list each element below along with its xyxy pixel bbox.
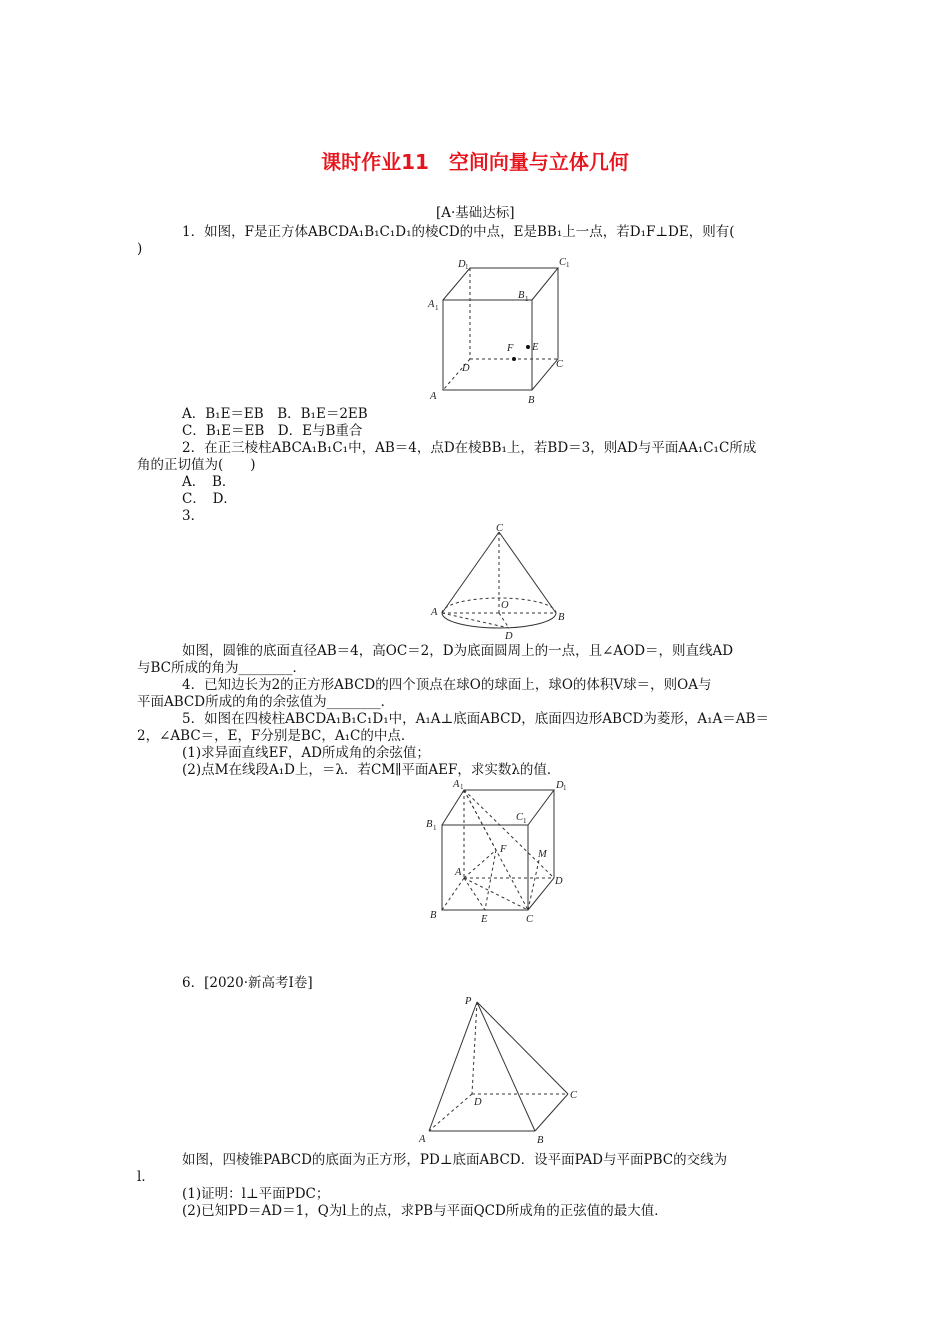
svg-text:1: 1 [525, 295, 529, 303]
label-b: B [430, 910, 437, 921]
label-d1: D [458, 259, 466, 270]
label-c: C [526, 914, 534, 925]
problem-5-stem-end: 2，∠ABC＝，E，F分别是BC，A₁C的中点． [137, 728, 415, 744]
label-e: E [532, 342, 539, 353]
problem-4-stem-end: 平面ABCD所成的角的余弦值为________． [137, 694, 395, 710]
problem-2-options-cd: C． D． [182, 491, 237, 507]
problem-2-stem: 2．在正三棱柱ABCA₁B₁C₁中，AB＝4，点D在棱BB₁上，若BD＝3，则AD与平面AA₁C₁C所成 [182, 440, 757, 456]
problem-6-part-1: (1)证明：l⊥平面PDC； [182, 1186, 330, 1202]
label-o: O [501, 600, 509, 611]
problem-1-stem-end: ) [137, 241, 143, 257]
label-a: A [455, 867, 462, 878]
problem-5-part-2: (2)点M在线段A₁D上，＝λ．若CM∥平面AEF，求实数λ的值． [182, 762, 561, 778]
label-b: B [537, 1135, 544, 1146]
label-f: F [507, 343, 514, 354]
label-a1: A [428, 299, 435, 310]
label-d: D [462, 363, 470, 374]
problem-3-stem-end: 与BC所成的角为________． [137, 660, 307, 676]
label-c1: C [559, 257, 567, 268]
figure-cone [425, 520, 575, 645]
svg-text:1: 1 [465, 263, 469, 271]
figure-prism [420, 775, 580, 930]
problem-2-options-ab: A． B． [182, 474, 236, 490]
problem-2-stem-end: 角的正切值为( ) [137, 457, 256, 473]
problem-6-stem: 如图，四棱锥PABCD的底面为正方形，PD⊥底面ABCD．设平面PAD与平面PBC的交线为 [182, 1152, 728, 1168]
svg-text:1: 1 [460, 783, 464, 791]
svg-text:1: 1 [566, 261, 570, 269]
problem-1-options-cd: C．B₁E＝EB D．E与B重合 [182, 423, 363, 439]
svg-text:1: 1 [563, 784, 567, 792]
problem-5-part-1: (1)求异面直线EF，AD所成角的余弦值； [182, 745, 430, 761]
problem-3-stem: 如图，圆锥的底面直径AB＝4，高OC＝2，D为底面圆周上的一点，且∠AOD＝，则直线AD [182, 643, 734, 659]
label-b: B [528, 395, 535, 406]
label-f: F [500, 844, 507, 855]
problem-1-stem: 1．如图，F是正方体ABCDA₁B₁C₁D₁的棱CD的中点，E是BB₁上一点，若D₁F⊥DE，则有( [182, 224, 735, 240]
label-b1: B [518, 290, 525, 301]
label-a1: A [453, 779, 460, 790]
label-c: C [570, 1090, 578, 1101]
problem-6-heading: 6．[2020·新高考Ⅰ卷] [182, 975, 313, 991]
problem-3-number: 3． [182, 508, 205, 524]
label-m: M [538, 849, 547, 860]
problem-5-stem: 5．如图在四棱柱ABCDA₁B₁C₁D₁中，A₁A⊥底面ABCD，底面四边形ABCD为菱形，A₁A＝AB＝ [182, 711, 769, 727]
problem-6-stem-end: l． [137, 1169, 155, 1185]
figure-cube-1 [420, 255, 580, 410]
label-d1: D [556, 780, 564, 791]
label-a: A [431, 607, 438, 618]
label-p: P [465, 996, 472, 1007]
label-d: D [505, 631, 513, 642]
label-a: A [430, 391, 437, 402]
label-d: D [555, 876, 563, 887]
label-b1: B [426, 819, 433, 830]
label-e: E [481, 914, 488, 925]
problem-1-options-ab: A．B₁E＝EB B．B₁E＝2EB [182, 406, 368, 422]
page-title: 课时作业11 空间向量与立体几何 [321, 150, 629, 174]
label-c1: C [516, 812, 524, 823]
svg-text:1: 1 [435, 304, 439, 312]
problem-4-stem: 4．已知边长为2的正方形ABCD的四个顶点在球O的球面上，球O的体积V球＝，则OA与 [182, 677, 712, 693]
problem-6-part-2: (2)已知PD＝AD＝1，Q为l上的点，求PB与平面QCD所成角的正弦值的最大值． [182, 1203, 668, 1219]
svg-text:1: 1 [523, 817, 527, 825]
label-d: D [474, 1097, 482, 1108]
label-a: A [419, 1134, 426, 1145]
figure-pyramid [415, 990, 590, 1145]
svg-text:1: 1 [433, 824, 437, 832]
section-heading: [A·基础达标] [436, 205, 515, 221]
label-c: C [496, 523, 504, 534]
label-b: B [558, 612, 565, 623]
label-c: C [556, 359, 564, 370]
